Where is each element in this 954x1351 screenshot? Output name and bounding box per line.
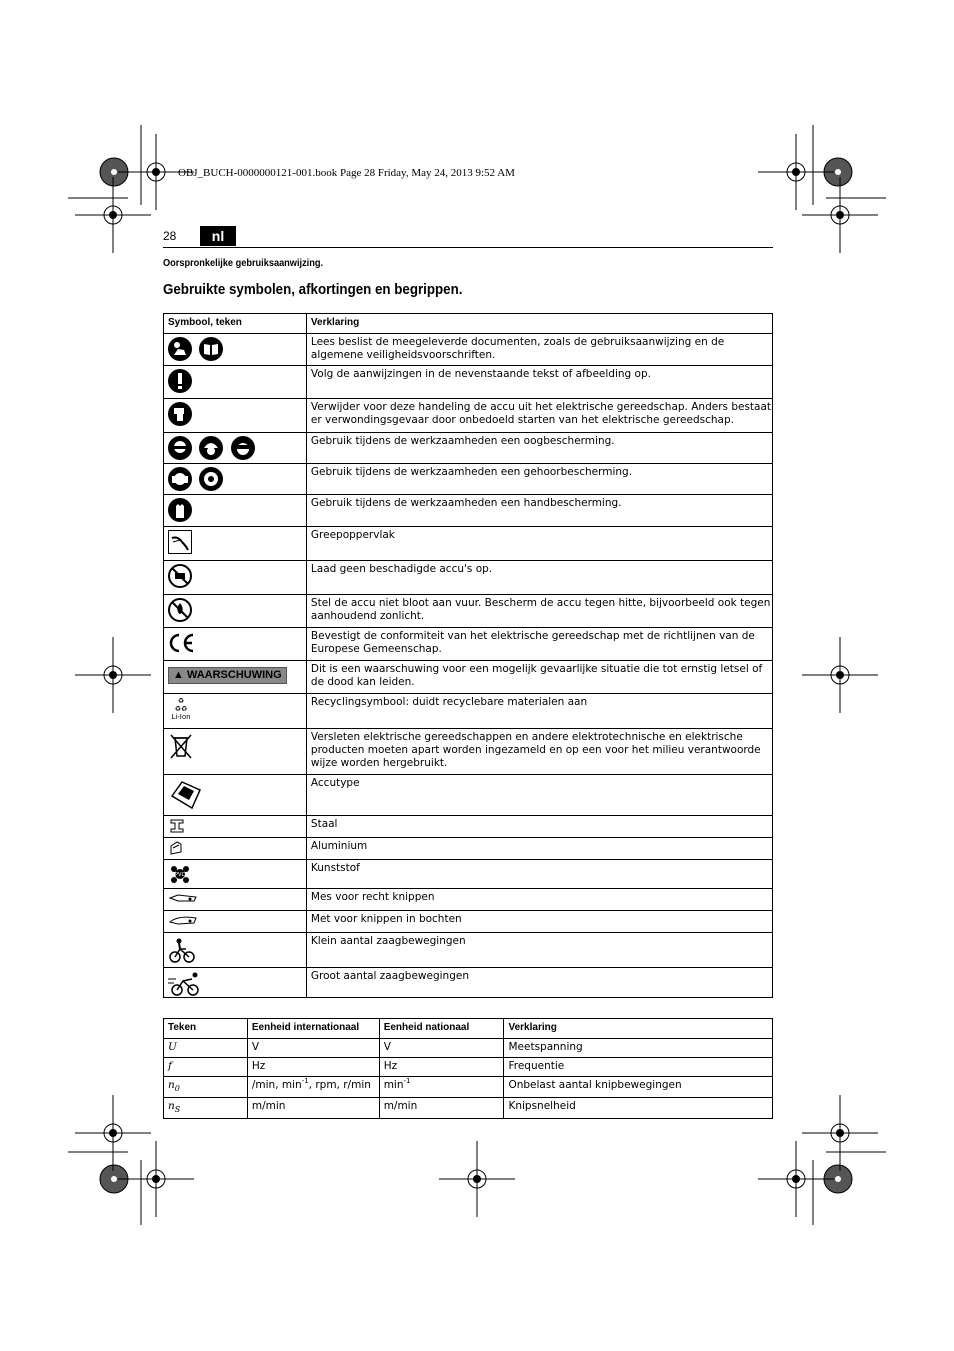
explanation-cell: Aluminium [306,838,772,860]
book-header: OBJ_BUCH-0000000121-001.book Page 28 Friday, May 24, 2013 9:52 AM [178,167,515,179]
sign-subscript: S [174,1105,181,1115]
curve-cut-blade-icon [168,913,198,927]
symbol-cell [164,816,307,838]
symbol-cell [164,399,307,433]
symbol-cell [164,729,307,775]
table-row [164,495,773,527]
slow-bicycle-icon [168,936,196,964]
table-row [164,1098,773,1119]
ce-mark-icon [168,631,196,655]
face-shield-icon [168,436,192,460]
warning-triangle-icon: ▲ [173,669,184,681]
straight-cut-blade-icon [168,891,198,905]
plastic-icon [168,863,192,885]
table-header-row [164,314,773,334]
table-row [164,1058,773,1077]
column-header: Verklaring [306,314,772,334]
table-row [164,816,773,838]
sign-base: n [168,1079,175,1091]
symbol-cell [164,433,307,464]
table-row [164,1077,773,1098]
li-ion-label: Li-Ion [171,713,191,721]
no-fire-icon [168,598,192,622]
no-damaged-battery-charging-icon [168,564,192,588]
explanation-cell: Knipsnelheid [504,1098,773,1119]
table-row [164,527,773,561]
explanation-cell: Gebruik tijdens de werkzaamheden een oogbescherming. [306,433,772,464]
table-row [164,911,773,933]
table-row [164,968,773,998]
language-badge: nl [200,226,236,246]
explanation-cell: Mes voor recht knippen [306,889,772,911]
read-manual-icon [168,337,192,361]
intl-unit-cell: m/min [247,1098,379,1119]
intl-unit-superscript: -1 [301,1077,309,1085]
explanation-cell: Recyclingsymbool: duidt recyclebare materialen aan [306,694,772,729]
fast-bicycle-icon [168,971,202,997]
symbols-table [163,313,773,998]
plastic-label: PVC [175,872,185,878]
table-row [164,464,773,495]
intl-unit-cell: Hz [247,1058,379,1077]
intl-unit-part: , rpm, r/min [308,1079,371,1091]
column-header: Symbool, teken [164,314,307,334]
explanation-cell: Groot aantal zaagbewegingen [306,968,772,998]
explanation-cell: Versleten elektrische gereedschappen en andere elektrotechnische en elektrische producten moeten apart worden ingezameld en op een voor het milieu verantwoorde wijze worden hergebruikt. [306,729,772,775]
symbol-cell [164,889,307,911]
goggles-icon [231,436,255,460]
symbol-cell [164,334,307,366]
table-row [164,889,773,911]
table-row [164,933,773,968]
column-header: Eenheid nationaal [379,1019,504,1039]
symbol-cell [164,527,307,561]
table-row [164,366,773,399]
natl-unit-cell: V [379,1039,504,1058]
remove-battery-icon [168,402,192,426]
explanation-cell: Accutype [306,775,772,816]
symbol-cell [164,838,307,860]
natl-unit-cell [379,1077,504,1098]
explanation-cell: Gebruik tijdens de werkzaamheden een gehoorbescherming. [306,464,772,495]
symbol-cell [164,366,307,399]
page-number: 28 [163,229,177,243]
section-title: Gebruikte symbolen, afkortingen en begrippen. [163,282,463,298]
intl-unit-cell: V [247,1039,379,1058]
explanation-cell: Greepoppervlak [306,527,772,561]
table-row [164,1039,773,1058]
helmet-visor-icon [199,436,223,460]
explanation-cell: Onbelast aantal knipbewegingen [504,1077,773,1098]
symbol-cell [164,933,307,968]
table-row [164,628,773,661]
explanation-cell: Frequentie [504,1058,773,1077]
intl-unit-cell [247,1077,379,1098]
explanation-cell: Kunststof [306,860,772,889]
explanation-cell: Volg de aanwijzingen in de nevenstaande tekst of afbeelding op. [306,366,772,399]
sign-cell [164,1098,248,1119]
table-row [164,694,773,729]
table-row [164,775,773,816]
exclamation-icon [168,369,192,393]
table-row [164,860,773,889]
symbol-cell [164,595,307,628]
explanation-cell: Staal [306,816,772,838]
symbol-cell [164,661,307,694]
header-rule [163,247,773,248]
steel-icon [168,818,186,834]
natl-unit-superscript: -1 [403,1077,411,1085]
explanation-cell: Meetspanning [504,1039,773,1058]
natl-unit-part: min [383,1079,404,1091]
table-row [164,561,773,595]
column-header: Verklaring [504,1019,773,1039]
ear-muff-icon [168,467,192,491]
aluminium-icon [168,840,184,856]
book-icon [199,337,223,361]
symbol-cell [164,911,307,933]
explanation-cell: Lees beslist de meegeleverde documenten, zoals de gebruiksaanwijzing en de algemene veiligheidsvoorschriften. [306,334,772,366]
symbol-cell [164,495,307,527]
units-table [163,1018,773,1119]
symbol-cell [164,860,307,889]
symbol-cell [164,561,307,595]
table-row [164,661,773,694]
sign-cell: U [164,1039,248,1058]
explanation-cell: Met voor knippen in bochten [306,911,772,933]
symbol-cell [164,968,307,998]
explanation-cell: Bevestigt de conformiteit van het elektrische gereedschap met de richtlijnen van de Europese Gemeenschap. [306,628,772,661]
gloves-icon [168,498,192,522]
recycling-arrows-icon: ♻ [177,697,185,705]
warning-label-text: WAARSCHUWING [186,669,282,681]
explanation-cell: Laad geen beschadigde accu's op. [306,561,772,595]
intl-unit-part: /min, min [251,1079,302,1091]
explanation-cell: Stel de accu niet bloot aan vuur. Bescherm de accu tegen hitte, bijvoorbeeld ook tegen aanhoudend zonlicht. [306,595,772,628]
natl-unit-cell: m/min [379,1098,504,1119]
explanation-cell: Verwijder voor deze handeling de accu uit het elektrische gereedschap. Anders bestaat er verwondingsgevaar door onbedoeld starten van het elektrische gereedschap. [306,399,772,433]
symbol-cell [164,464,307,495]
explanation-cell: Gebruik tijdens de werkzaamheden een handbescherming. [306,495,772,527]
recycling-arrows-icon: ♻♻ [174,705,188,713]
natl-unit-cell: Hz [379,1058,504,1077]
crossed-bin-icon [168,732,194,760]
symbol-cell [164,628,307,661]
table-header-row [164,1019,773,1039]
table-row [164,595,773,628]
table-row [164,838,773,860]
sign-subscript: 0 [174,1084,180,1094]
ear-protection-icon [199,467,223,491]
column-header: Eenheid internationaal [247,1019,379,1039]
table-row [164,334,773,366]
sign-cell: f [164,1058,248,1077]
symbol-cell [164,694,307,729]
table-row [164,399,773,433]
table-row [164,729,773,775]
explanation-cell: Dit is een waarschuwing voor een mogelijk gevaarlijke situatie die tot ernstig letsel of de dood kan leiden. [306,661,772,694]
warning-label [168,667,287,684]
table-row [164,433,773,464]
explanation-cell: Klein aantal zaagbewegingen [306,933,772,968]
grip-surface-icon [168,530,192,554]
battery-type-icon [168,778,204,812]
document-subtitle: Oorspronkelijke gebruiksaanwijzing. [163,258,324,269]
sign-cell [164,1077,248,1098]
symbol-cell [164,775,307,816]
sign-base: n [168,1100,175,1113]
recycling-li-ion-icon [168,697,194,721]
column-header: Teken [164,1019,248,1039]
